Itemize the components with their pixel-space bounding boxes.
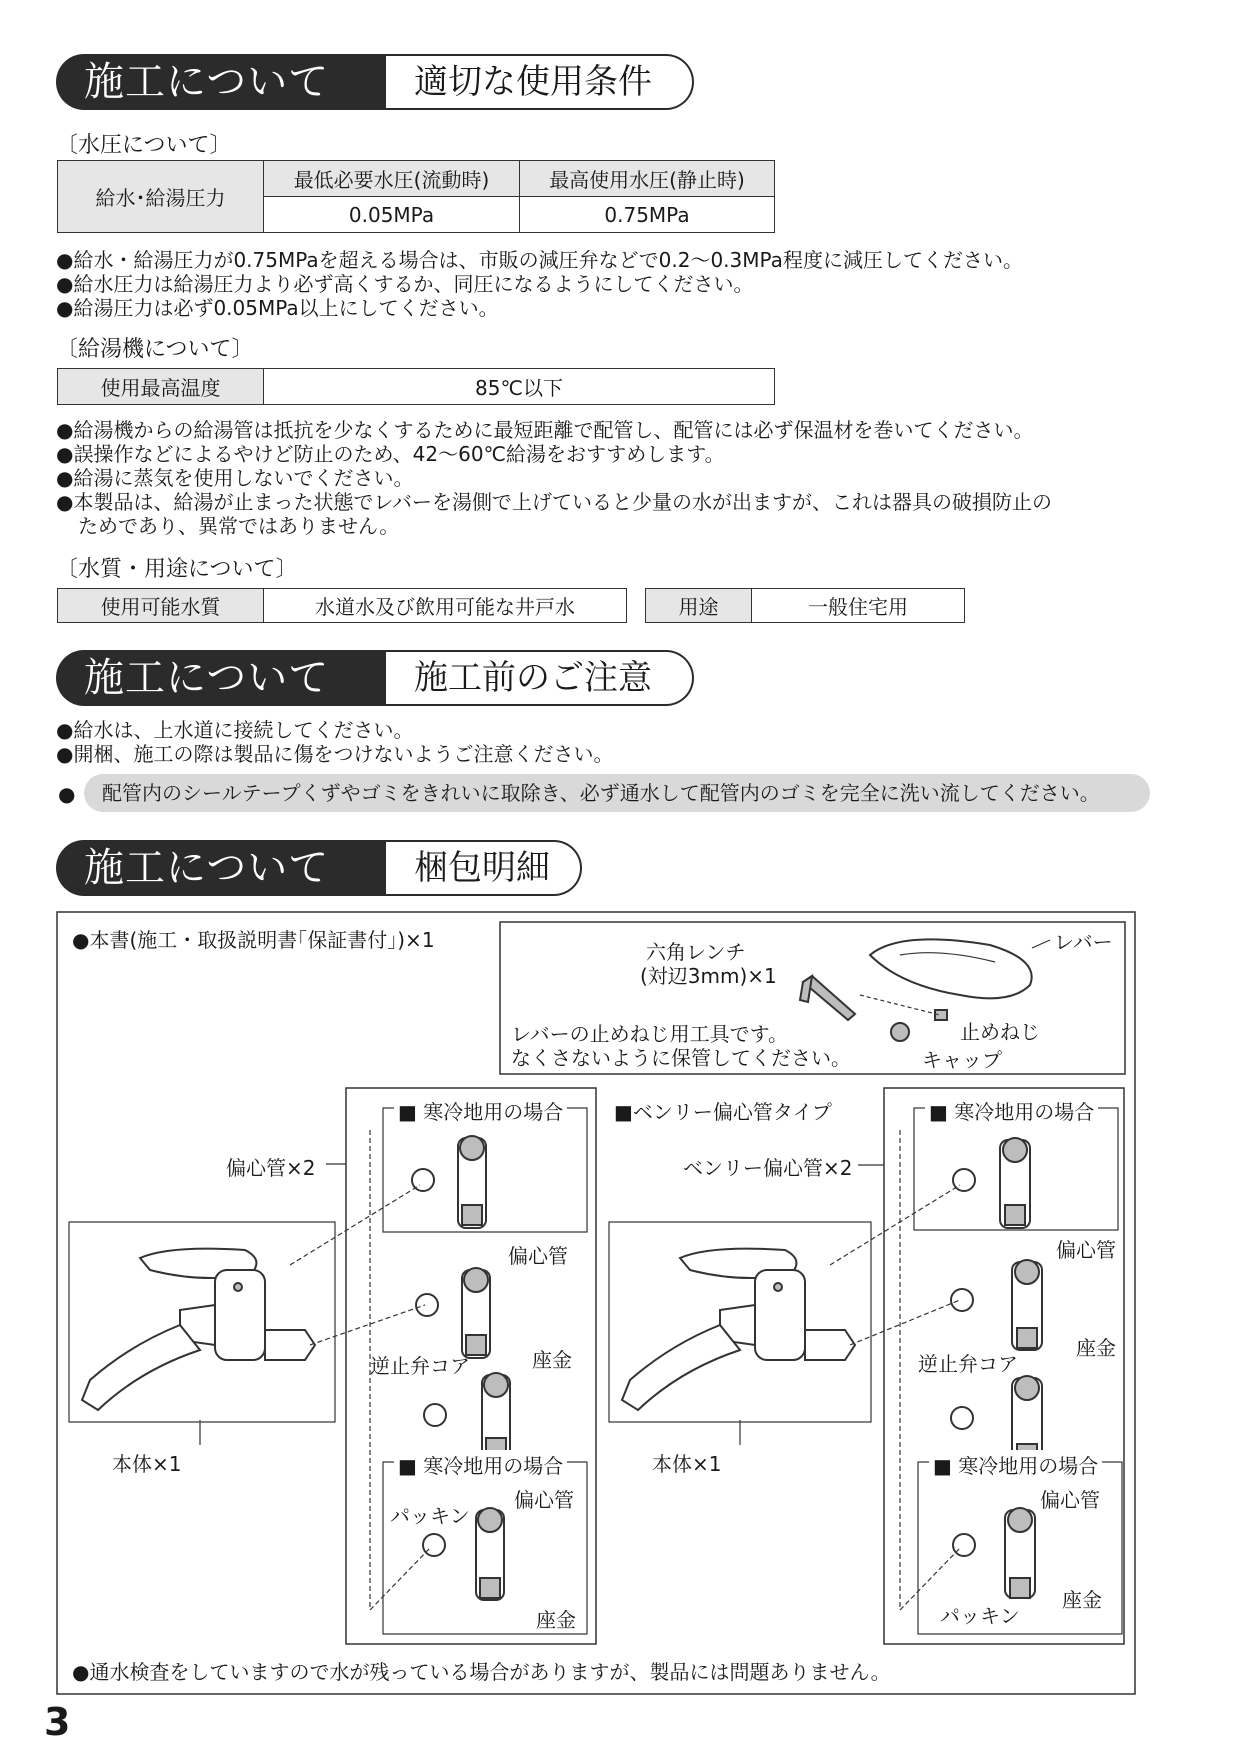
eccentric-pipe-label-r1: 偏心管: [1056, 1238, 1116, 1262]
usage-label: 用途: [646, 589, 752, 623]
note: ●誤操作などによるやけど防止のため、42～60℃給湯をおすすめします。: [56, 442, 725, 466]
lever-label: レバー: [1054, 930, 1113, 954]
note: ●給水・給湯圧力が0.75MPaを超える場合は、市販の減圧弁などで0.2～0.3MPa程度に減圧してください。: [56, 248, 1023, 272]
right-body-label: 本体×1: [652, 1452, 722, 1476]
min-pressure-header: 最低必要水圧(流動時): [264, 161, 520, 197]
water-quality-value: 水道水及び飲用可能な井戸水: [264, 589, 627, 623]
wrench-note-2: なくさないように保管してください。: [511, 1046, 851, 1070]
section-subtitle: 適切な使用条件: [386, 54, 694, 110]
set-screw-icon: [935, 1010, 947, 1020]
min-pressure-value: 0.05MPa: [264, 197, 520, 233]
faucet-body-left-icon: [82, 1249, 315, 1410]
max-temp-value: 85℃以下: [264, 369, 775, 405]
cold-left-bottom: ■ 寒冷地用の場合: [394, 1450, 567, 1479]
washer-label-r1: 座金: [1076, 1336, 1116, 1360]
water-heater-heading: 〔給湯機について〕: [56, 337, 254, 362]
washer-label-l1: 座金: [532, 1348, 572, 1372]
note: ●給湯に蒸気を使用しないでください。: [56, 466, 414, 490]
benly-pipe-right-4-icon: [953, 1508, 1035, 1598]
package-footer-note: ●通水検査をしていますので水が残っている場合がありますが、製品には問題ありません。: [72, 1660, 891, 1684]
max-temp-label: 使用最高温度: [58, 369, 264, 405]
max-pressure-header: 最高使用水圧(静止時): [520, 161, 775, 197]
faucet-body-right-icon: [622, 1249, 855, 1410]
note: ためであり、異常ではありません。: [78, 514, 400, 538]
water-pressure-heading: 〔水圧について〕: [56, 133, 232, 158]
usage-value: 一般住宅用: [752, 589, 965, 623]
cap-label: キャップ: [922, 1048, 1002, 1072]
note: ●給湯機からの給湯管は抵抗を少なくするために最短距離で配管し、配管には必ず保温材を巻いてください。: [56, 418, 1034, 442]
pressure-row-label: 給水･給湯圧力: [58, 161, 264, 233]
eccentric-pipe-label-l2: 偏心管: [514, 1488, 574, 1512]
right-eccentric-label: ベンリー偏心管×2: [683, 1156, 853, 1180]
water-quality-heading: 〔水質・用途について〕: [56, 557, 298, 582]
cold-left-top: ■ 寒冷地用の場合: [394, 1096, 567, 1125]
eccentric-pipe-label-r2: 偏心管: [1040, 1488, 1100, 1512]
wrench-label: 六角レンチ: [646, 940, 746, 964]
eccentric-pipe-left-3-icon: [424, 1373, 510, 1460]
eccentric-pipe-left-2-icon: [416, 1268, 490, 1358]
packing-label-l: パッキン: [390, 1504, 470, 1528]
section-title: 施工について: [56, 650, 396, 706]
wrench-note-1: レバーの止めねじ用工具です。: [511, 1022, 788, 1046]
bullet-icon: ●: [58, 782, 76, 806]
note: ●給湯圧力は必ず0.05MPa以上にしてください。: [56, 296, 499, 320]
set-screw-label: 止めねじ: [960, 1020, 1040, 1044]
manual-item: ●本書(施工・取扱説明書｢保証書付｣)×1: [72, 928, 435, 952]
benly-pipe-right-2-icon: [951, 1260, 1042, 1350]
check-valve-label-l: 逆止弁コア: [370, 1354, 470, 1378]
note: ●開梱、施工の際は製品に傷をつけないようご注意ください。: [56, 742, 614, 766]
eccentric-pipe-left-1-icon: [412, 1136, 486, 1228]
note: ●本製品は、給湯が止まった状態でレバーを湯側で上げていると少量の水が出ますが、これは器具の破損防止の: [56, 490, 1053, 514]
left-eccentric-label: 偏心管×2: [226, 1156, 316, 1180]
cold-right-top: ■ 寒冷地用の場合: [925, 1096, 1098, 1125]
packing-label-r: パッキン: [940, 1604, 1020, 1628]
highlight-text: 配管内のシールテープくずやゴミをきれいに取除き、必ず通水して配管内のゴミを完全に洗い流してください。: [84, 774, 1150, 812]
section-title: 施工について: [56, 840, 396, 896]
water-quality-label: 使用可能水質: [58, 589, 264, 623]
wrench-qty: (対辺3mm)×1: [640, 964, 777, 988]
right-type-label: ■ベンリー偏心管タイプ: [614, 1100, 832, 1124]
cold-right-bottom: ■ 寒冷地用の場合: [929, 1450, 1102, 1479]
section-subtitle: 施工前のご注意: [386, 650, 694, 706]
washer-label-r2: 座金: [1062, 1588, 1102, 1612]
max-pressure-value: 0.75MPa: [520, 197, 775, 233]
check-valve-label-r: 逆止弁コア: [918, 1352, 1018, 1376]
benly-pipe-right-1-icon: [953, 1138, 1030, 1228]
eccentric-pipe-label-l1: 偏心管: [508, 1244, 568, 1268]
section-subtitle: 梱包明細: [386, 840, 582, 896]
washer-label-l2: 座金: [536, 1608, 576, 1632]
hex-wrench-icon: [800, 976, 855, 1020]
section-title: 施工について: [56, 54, 396, 110]
note: ●給水圧力は給湯圧力より必ず高くするか、同圧になるようにしてください。: [56, 272, 754, 296]
note: ●給水は、上水道に接続してください。: [56, 718, 414, 742]
lever-icon: [870, 939, 1050, 998]
page-number: 3: [44, 1700, 71, 1744]
left-body-label: 本体×1: [112, 1452, 182, 1476]
cap-icon: [891, 1023, 909, 1041]
